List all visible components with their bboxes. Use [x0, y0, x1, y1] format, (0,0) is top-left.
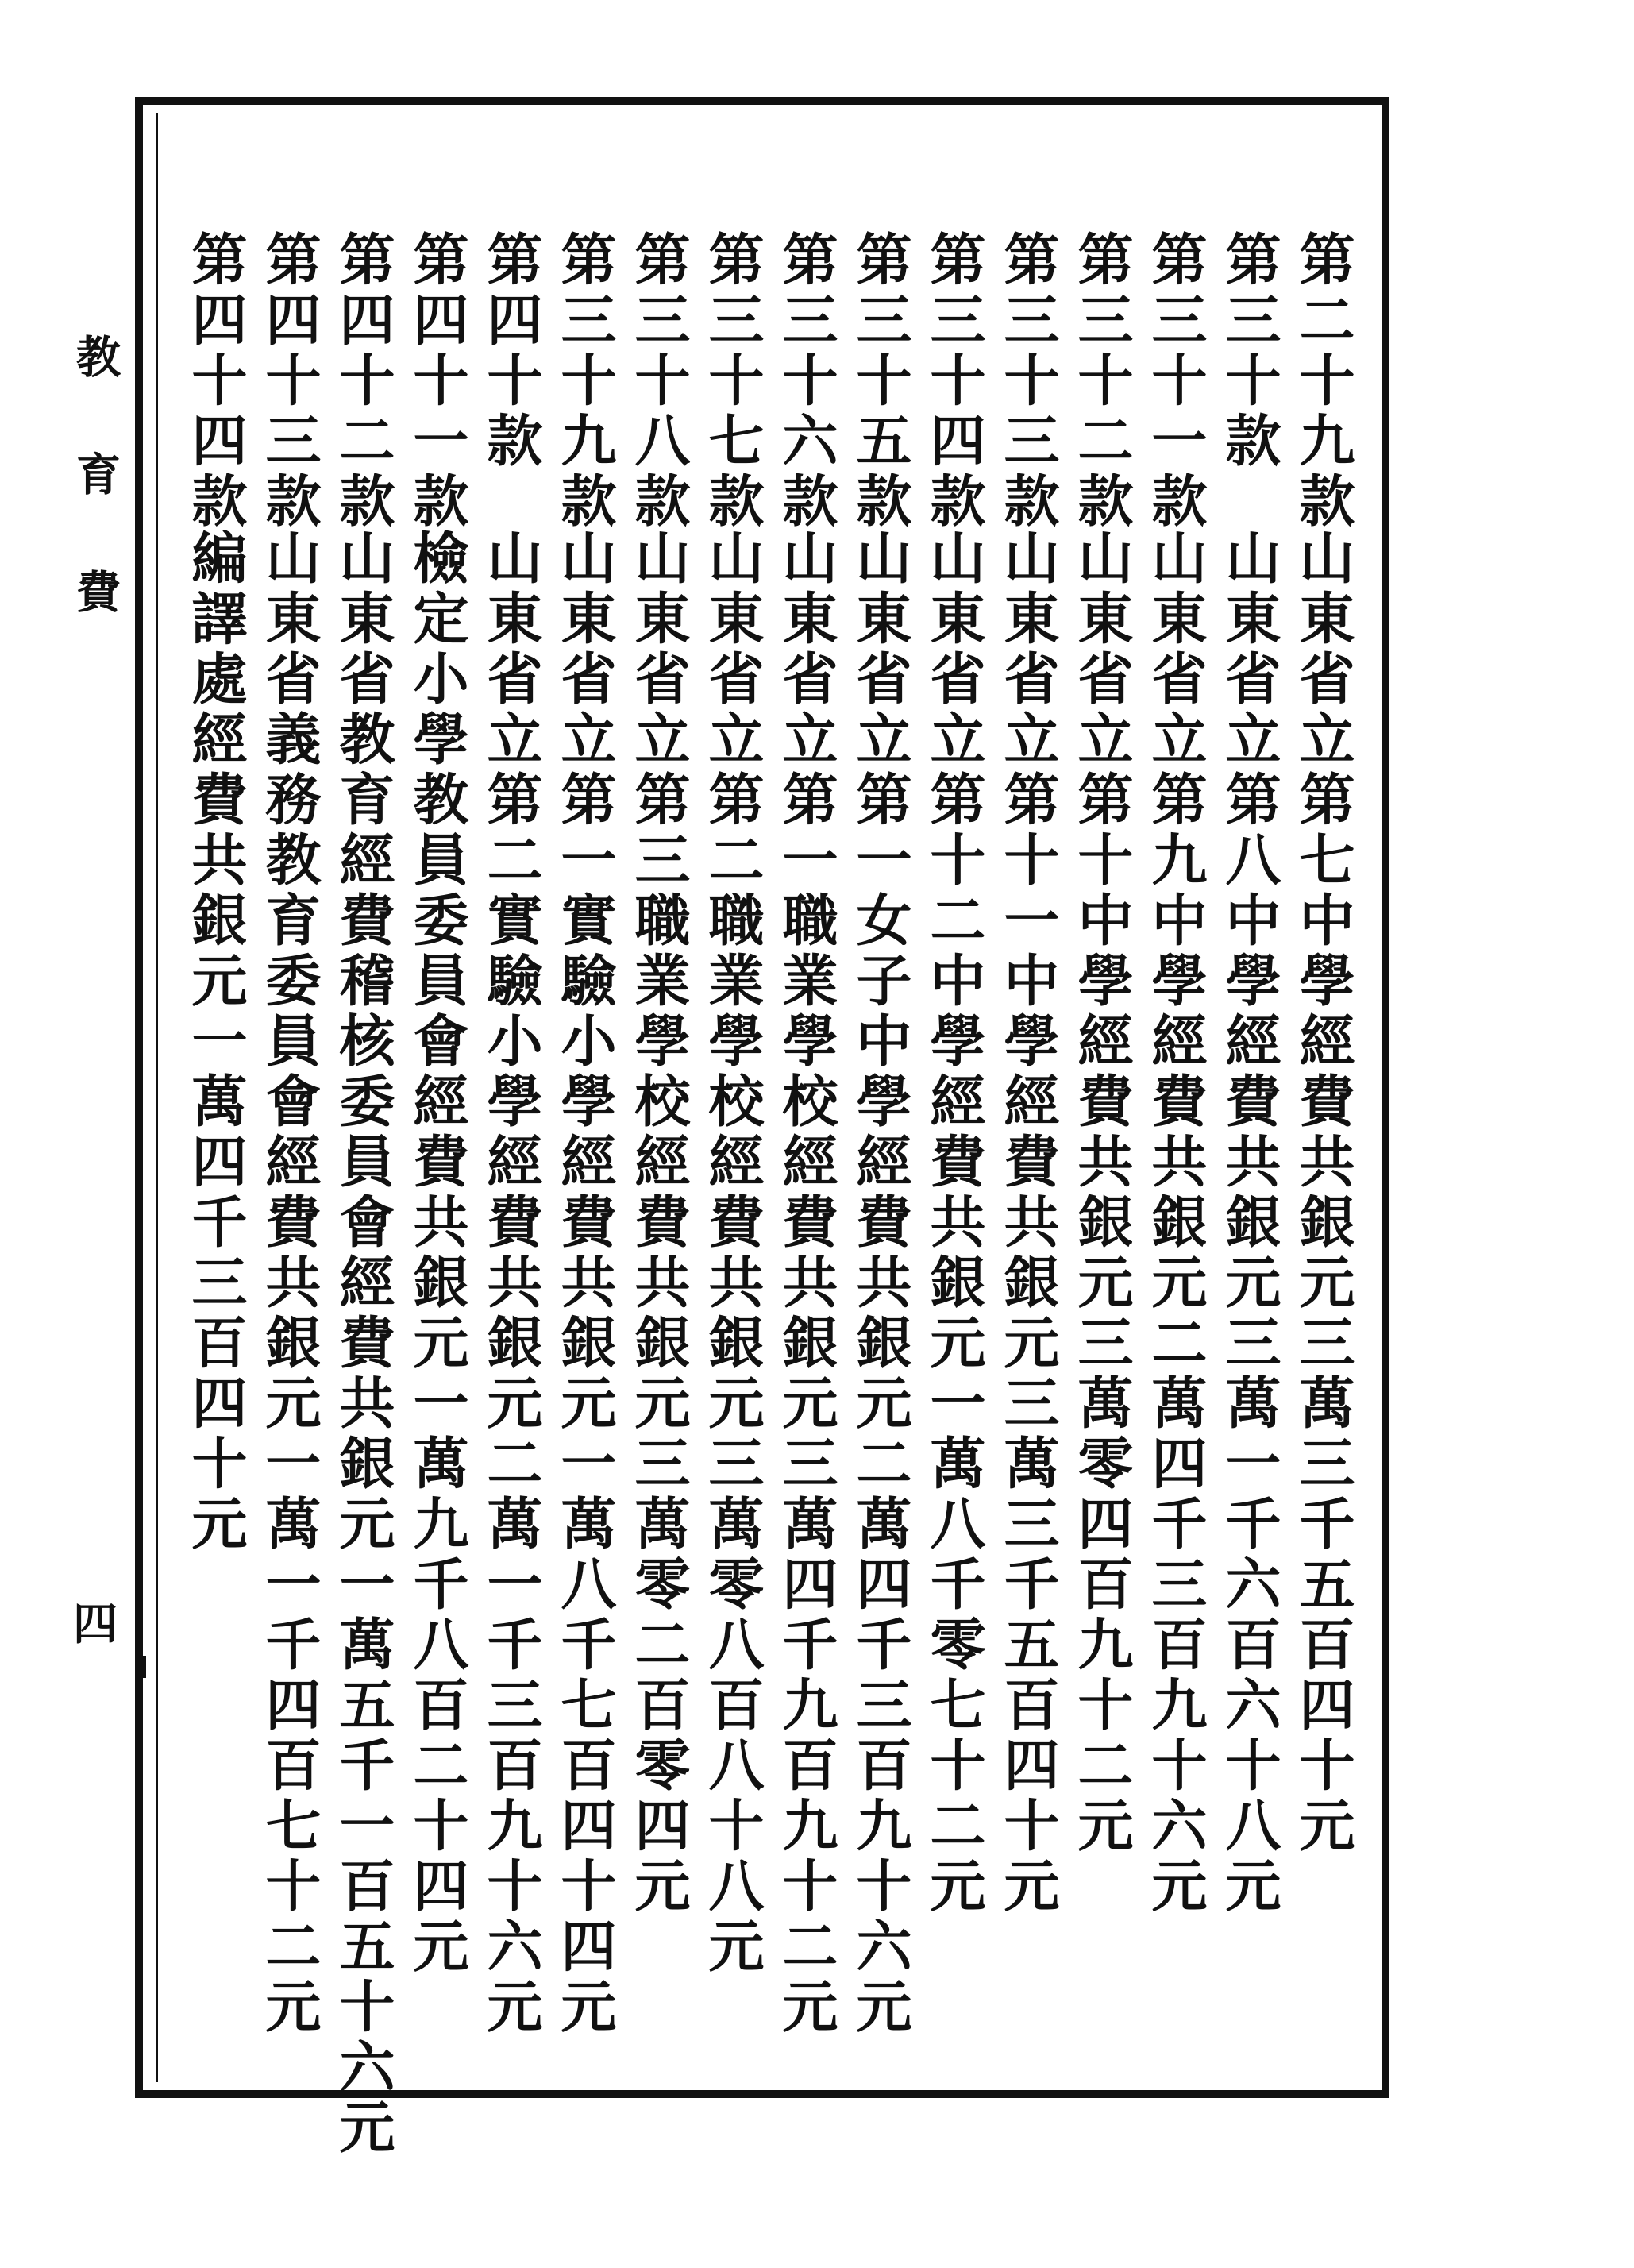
entry-text: 山東省立第十中學經費共銀元三萬零四百九十二元 — [1069, 529, 1135, 1857]
entry-text: 山東省立第二實驗小學經費共銀元二萬一千三百九十六元 — [478, 529, 544, 2038]
entry-text: 山東省立第一職業學校經費共銀元三萬四千九百九十二元 — [773, 529, 839, 2038]
entry-item-number: 第四十三款 — [256, 230, 322, 532]
entry-column — [842, 230, 918, 2038]
entry-item-number: 第四十二款 — [330, 230, 396, 532]
entry-item-number: 第三十八款 — [626, 230, 692, 532]
entry-item-number: 第三十九款 — [552, 230, 618, 532]
entry-column — [1285, 230, 1361, 1857]
entry-text: 山東省立第二職業學校經費共銀元三萬零八百八十八元 — [699, 529, 765, 1977]
entry-column — [1063, 230, 1139, 1857]
entry-item-number: 第四十款 — [478, 230, 544, 472]
entry-item-number: 第三十四款 — [921, 230, 987, 532]
entry-text: 檢定小學教員委員會經費共銀元一萬九千八百二十四元 — [404, 529, 470, 1977]
entry-column — [768, 230, 844, 2038]
entry-item-number: 第四十一款 — [404, 230, 470, 532]
entry-column — [472, 230, 549, 2038]
entry-column — [1211, 230, 1287, 1917]
entry-column — [1137, 230, 1213, 1917]
entry-item-number: 第四十四款 — [183, 230, 249, 532]
margin-title: 教育費 — [69, 334, 121, 686]
entry-item-number: 第三十二款 — [1069, 230, 1135, 532]
entry-text: 山東省立第十二中學經費共銀元一萬八千零七十二元 — [921, 529, 987, 1917]
entry-text: 山東省立第一實驗小學經費共銀元一萬八千七百四十四元 — [552, 529, 618, 2038]
entry-column — [989, 230, 1066, 1917]
entry-item-number: 第三十三款 — [995, 230, 1061, 532]
entry-text: 山東省立第七中學經費共銀元三萬三千五百四十元 — [1290, 529, 1356, 1857]
entry-text: 山東省立第一女子中學經費共銀元二萬四千三百九十六元 — [847, 529, 913, 2038]
entry-column — [694, 230, 770, 1977]
entry-column — [399, 230, 475, 1977]
entry-item-number: 第三十七款 — [699, 230, 765, 532]
entry-column — [620, 230, 696, 1917]
entry-text: 山東省立第八中學經費共銀元三萬一千六百六十八元 — [1216, 529, 1282, 1917]
margin-notch — [140, 1656, 146, 1678]
entry-text: 山東省立第九中學經費共銀元二萬四千三百九十六元 — [1143, 529, 1208, 1917]
entry-column — [325, 230, 401, 2158]
entry-item-number: 第三十五款 — [847, 230, 913, 532]
entry-text: 山東省義務教育委員會經費共銀元一萬一千四百七十二元 — [256, 529, 322, 2038]
entry-column — [251, 230, 327, 2038]
entry-item-number: 第三十一款 — [1143, 230, 1208, 532]
entry-text: 山東省教育經費稽核委員會經費共銀元一萬五千一百五十六元 — [330, 529, 396, 2158]
entry-column — [177, 230, 253, 1555]
entry-text: 編譯處經費共銀元一萬四千三百四十元 — [183, 529, 249, 1555]
entry-column — [915, 230, 992, 1917]
entry-item-number: 第三十款 — [1216, 230, 1282, 472]
entry-text: 山東省立第十一中學經費共銀元三萬三千五百四十元 — [995, 529, 1061, 1917]
entry-text: 山東省立第三職業學校經費共銀元三萬零二百零四元 — [626, 529, 692, 1917]
entry-item-number: 第二十九款 — [1290, 230, 1356, 532]
entry-column — [546, 230, 622, 2038]
entry-item-number: 第三十六款 — [773, 230, 839, 532]
page-number: 四 — [66, 1600, 118, 1645]
